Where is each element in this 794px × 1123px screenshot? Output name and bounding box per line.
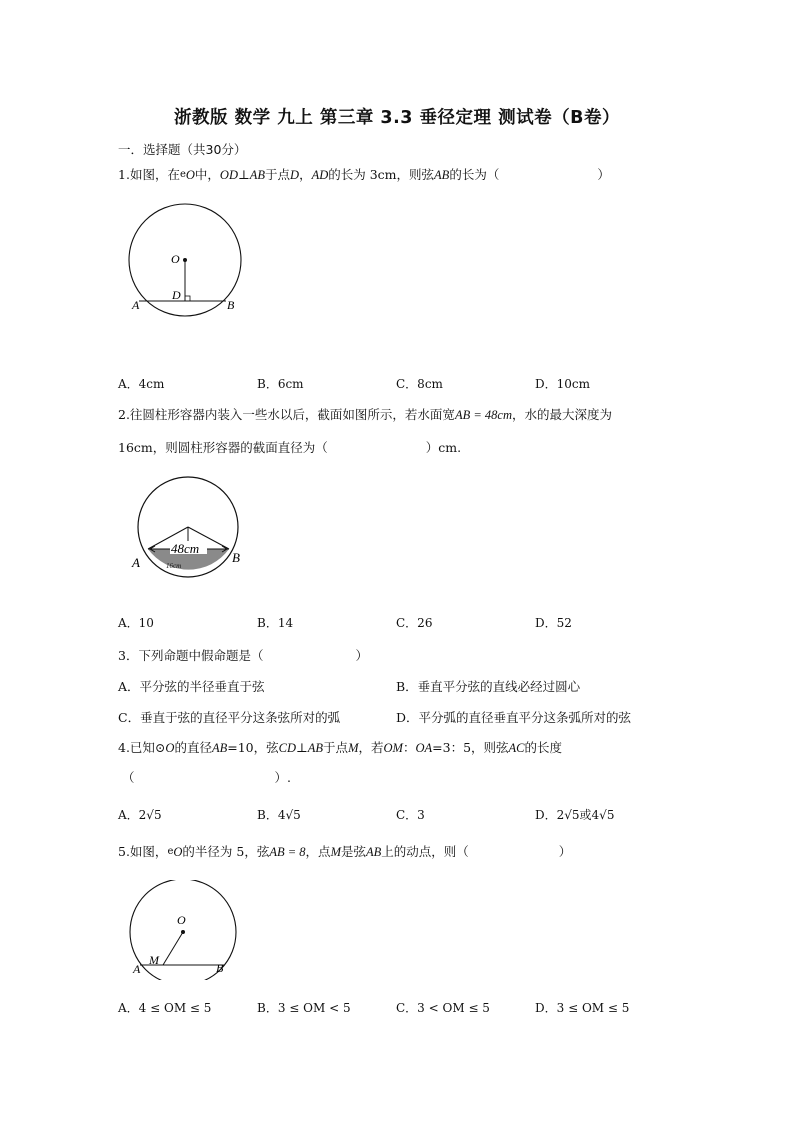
q4-option-b[interactable]: B．4√5 <box>257 808 301 822</box>
question-4-stem-line2: （ ）. <box>122 770 291 785</box>
q1-option-c[interactable]: C．8cm <box>396 377 443 391</box>
section-heading: 一．选择题（共30分） <box>118 142 247 157</box>
depth-label: 16cm <box>166 562 182 570</box>
q1-option-d[interactable]: D．10cm <box>535 377 590 391</box>
right-angle-mark <box>185 296 190 301</box>
q4-option-a[interactable]: A．2√5 <box>118 808 162 822</box>
label-b: B <box>227 298 235 312</box>
label-a: A <box>132 298 140 312</box>
question-2-figure <box>126 474 250 580</box>
q4-option-d[interactable]: D．2√5或4√5 <box>535 808 615 822</box>
center-point <box>183 258 187 262</box>
question-4-stem-line1: 4.已知⊙O的直径AB=10，弦CD⊥AB于点M，若OM：OA=3：5，则弦AC的长度 <box>118 740 563 755</box>
q5-option-c[interactable]: C．3 < OM ≤ 5 <box>396 1001 490 1015</box>
question-2-stem-line1: 2.往圆柱形容器内装入一些水以后，截面如图所示，若水面宽AB = 48cm，水的最大深度为 <box>118 407 612 422</box>
label-d: D <box>172 288 181 302</box>
label-b: B <box>216 961 224 975</box>
label-b: B <box>232 550 240 565</box>
q3-option-a[interactable]: A．平分弦的半径垂直于弦 <box>118 679 265 694</box>
width-label: 48cm <box>171 541 200 556</box>
q4-option-c[interactable]: C．3 <box>396 808 425 822</box>
q3-option-c[interactable]: C．垂直于弦的直径平分这条弦所对的弧 <box>118 710 341 725</box>
question-3-stem: 3．下列命题中假命题是（ ） <box>118 648 368 663</box>
q5-option-d[interactable]: D．3 ≤ OM ≤ 5 <box>535 1001 630 1015</box>
question-5-stem: 5.如图，eO的半径为 5，弦AB = 8，点M是弦AB上的动点，则（ ） <box>118 844 572 859</box>
label-a: A <box>132 555 140 570</box>
q5-option-b[interactable]: B．3 ≤ OM < 5 <box>257 1001 351 1015</box>
label-a: A <box>133 962 141 976</box>
label-o: O <box>177 913 186 927</box>
label-m: M <box>149 953 159 967</box>
center-point <box>181 930 185 934</box>
q5-option-a[interactable]: A．4 ≤ OM ≤ 5 <box>118 1001 212 1015</box>
q2-option-c[interactable]: C．26 <box>396 616 433 630</box>
question-1-figure <box>120 195 260 325</box>
page-title: 浙教版 数学 九上 第三章 3.3 垂径定理 测试卷（B卷） <box>174 108 620 128</box>
label-o: O <box>171 252 180 266</box>
question-1-stem: 1.如图，在eO中，OD⊥AB于点D，AD的长为 3cm，则弦AB的长为（ ） <box>118 167 610 182</box>
q3-option-d[interactable]: D．平分弧的直径垂直平分这条弧所对的弦 <box>396 710 632 725</box>
q2-option-b[interactable]: B．14 <box>257 616 294 630</box>
q2-option-a[interactable]: A．10 <box>118 616 154 630</box>
q3-option-b[interactable]: B．垂直平分弦的直线必经过圆心 <box>396 679 581 694</box>
question-2-stem-line2: 16cm，则圆柱形容器的截面直径为（ ）cm. <box>118 440 462 455</box>
question-5-figure <box>120 880 250 980</box>
q2-option-d[interactable]: D．52 <box>535 616 572 630</box>
q1-option-a[interactable]: A．4cm <box>118 377 165 391</box>
segment-om <box>163 932 183 965</box>
q1-option-b[interactable]: B．6cm <box>257 377 304 391</box>
